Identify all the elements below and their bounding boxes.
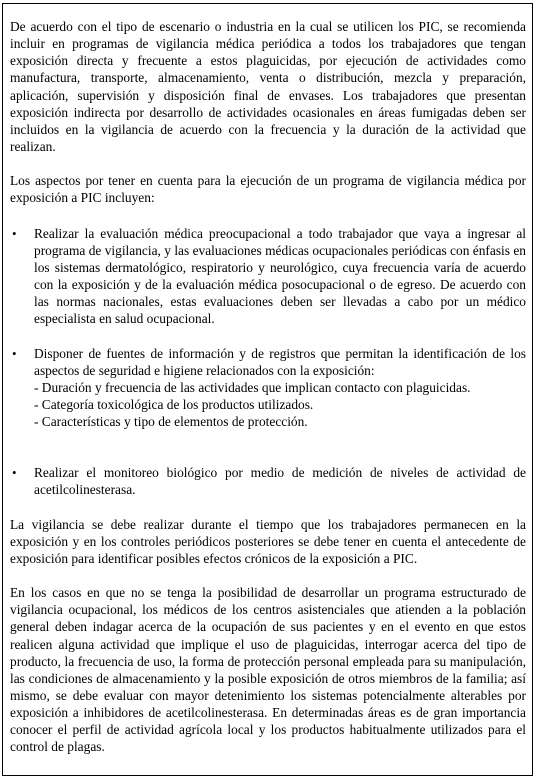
- alternative-surveillance-paragraph: En los casos en que no se tenga la posibilidad de desarrollar un programa estructurado de vigilancia ocupacional, los médicos de los centros asistenciales que atienden a la población general deben indagar acerca de la ocupación de sus pacientes y en el evento en que estos realicen alguna actividad que implique el uso de plaguicidas, interrogar acerca del tipo de producto, la frecuencia de uso, la forma de protección personal empleada para su manipulación, las condiciones de almacenamiento y la posible exposición de otros miembros de la familia; así mismo, se debe evaluar con mayor detenimiento los sistemas potencialmente alterables por exposición a inhibidores de acetilcolinesterasa. En determinadas áreas es de gran importancia conocer el perfil de actividad agrícola local y los productos habitualmente utilizados para el control de plagas.: [10, 585, 526, 755]
- aspects-bullet-list: [10, 225, 526, 499]
- sub-item-list: [34, 379, 526, 430]
- intro-paragraph: De acuerdo con el tipo de escenario o industria en la cual se utilicen los PIC, se recomienda incluir en programas de vigilancia médica periódica a todos los trabajadores que tengan exposición directa y frecuente a estos plaguicidas, por ejecución de actividades como manufactura, transporte, almacenamiento, venta o distribución, mezcla y preparación, aplicación, supervisión y disposición final de envases. Los trabajadores que presentan exposición indirecta por desarrollo de actividades ocasionales en áreas fumigadas deben ser incluidos en la vigilancia de acuerdo con la frecuencia y la duración de la actividad que realizan.: [10, 19, 526, 155]
- bullet-item-medical-evaluation: [10, 225, 526, 328]
- bullet-item-information-sources: [10, 345, 526, 431]
- bullet-text: Disponer de fuentes de información y de registros que permitan la identificación de los aspectos de seguridad e higiene relacionados con la exposición:: [34, 345, 526, 378]
- sub-item: - Características y tipo de elementos de protección.: [34, 414, 308, 430]
- bullet-icon: •: [12, 465, 17, 481]
- sub-item: - Categoría toxicológica de los productos utilizados.: [34, 396, 314, 412]
- aspects-intro-paragraph: Los aspectos por tener en cuenta para la ejecución de un programa de vigilancia médica por exposición a PIC incluyen:: [10, 173, 526, 206]
- bullet-item-biological-monitoring: [10, 464, 526, 498]
- bullet-text: Realizar el monitoreo biológico por medio de medición de niveles de actividad de acetilcolinesterasa.: [34, 465, 526, 498]
- text-box-frame: [2, 3, 533, 776]
- bullet-icon: •: [12, 225, 17, 241]
- bullet-text: Realizar la evaluación médica preocupacional a todo trabajador que vaya a ingresar al programa de vigilancia, y las evaluaciones médicas ocupacionales periódicas con énfasis en los sistemas dermatológico, respiratorio y neurológico, cuya frecuencia varía de acuerdo con la exposición y de la evaluación médica posocupacional o de egreso. De acuerdo con las normas nacionales, estas evaluaciones deben ser llevadas a cabo por un médico especialista en salud ocupacional.: [34, 225, 526, 327]
- surveillance-paragraph: La vigilancia se debe realizar durante el tiempo que los trabajadores permanecen en la exposición y en los controles periódicos posteriores se debe tener en cuenta el antecedente de exposición para identificar posibles efectos crónicos de la exposición a PIC.: [10, 516, 526, 566]
- sub-item: - Duración y frecuencia de las actividades que implican contacto con plaguicidas.: [34, 379, 471, 395]
- bullet-icon: •: [12, 345, 17, 361]
